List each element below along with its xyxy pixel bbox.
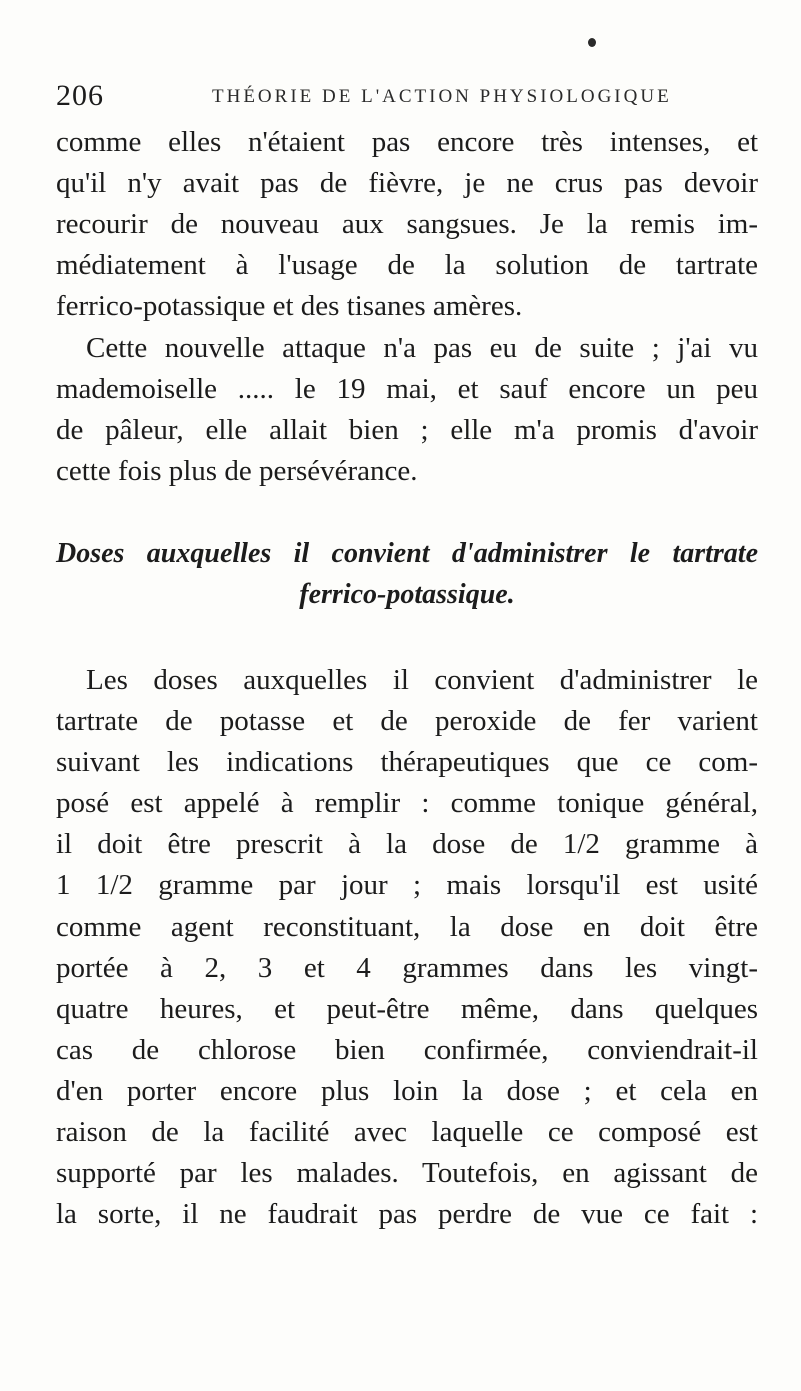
text-line: comme elles n'étaient pas encore très intenses, et (56, 126, 758, 158)
page-number: 206 (56, 79, 104, 112)
text-line: raison de la facilité avec laquelle ce composé est (56, 1116, 758, 1149)
text-line: cette fois plus de persévérance. (56, 454, 418, 487)
text-line: comme agent reconstituant, la dose en doit être (56, 910, 758, 943)
text-line: d'en porter encore plus loin la dose ; et cela en (56, 1074, 758, 1107)
text-line: la sorte, il ne faudrait pas perdre de vue ce fait : (56, 1198, 758, 1231)
text-line: ferrico-potassique et des tisanes amères. (56, 290, 523, 323)
paragraph-continued (56, 122, 758, 327)
text-line: recourir de nouveau aux sangsues. Je la remis im- (56, 208, 758, 241)
text-line: Cette nouvelle attaque n'a pas eu de suite ; j'ai vu (86, 331, 758, 364)
text-line: supporté par les malades. Toutefois, en agissant de (56, 1157, 758, 1190)
section-heading (56, 533, 758, 615)
section-heading-line: Doses auxquelles il convient d'administrer le tartrate (56, 538, 758, 569)
text-line: cas de chlorose bien confirmée, conviendrait-il (56, 1033, 758, 1066)
text-line: posé est appelé à remplir : comme tonique général, (56, 787, 758, 820)
text-line: mademoiselle ..... le 19 mai, et sauf encore un peu (56, 372, 758, 405)
text-line: portée à 2, 3 et 4 grammes dans les vingt- (56, 951, 758, 984)
ink-spot (588, 38, 596, 47)
running-title: THÉORIE DE L'ACTION PHYSIOLOGIQUE (212, 86, 672, 107)
text-line: qu'il n'y avait pas de fièvre, je ne crus pas devoir (56, 167, 758, 200)
paragraph-followup (56, 328, 758, 492)
running-header (56, 78, 756, 114)
text-line: Les doses auxquelles il convient d'administrer le (86, 664, 758, 696)
text-line: tartrate de potasse et de peroxide de fer varient (56, 705, 758, 738)
text-line: suivant les indications thérapeutiques que ce com- (56, 746, 758, 779)
section-heading-line: ferrico-potassique. (299, 579, 515, 610)
text-line: de pâleur, elle allait bien ; elle m'a promis d'avoir (56, 413, 758, 446)
text-line: quatre heures, et peut-être même, dans quelques (56, 992, 758, 1025)
text-line: médiatement à l'usage de la solution de tartrate (56, 249, 758, 282)
text-line: 1 1/2 gramme par jour ; mais lorsqu'il est usité (56, 869, 758, 902)
text-line: il doit être prescrit à la dose de 1/2 gramme à (56, 828, 758, 861)
paragraph-doses (56, 660, 758, 1235)
